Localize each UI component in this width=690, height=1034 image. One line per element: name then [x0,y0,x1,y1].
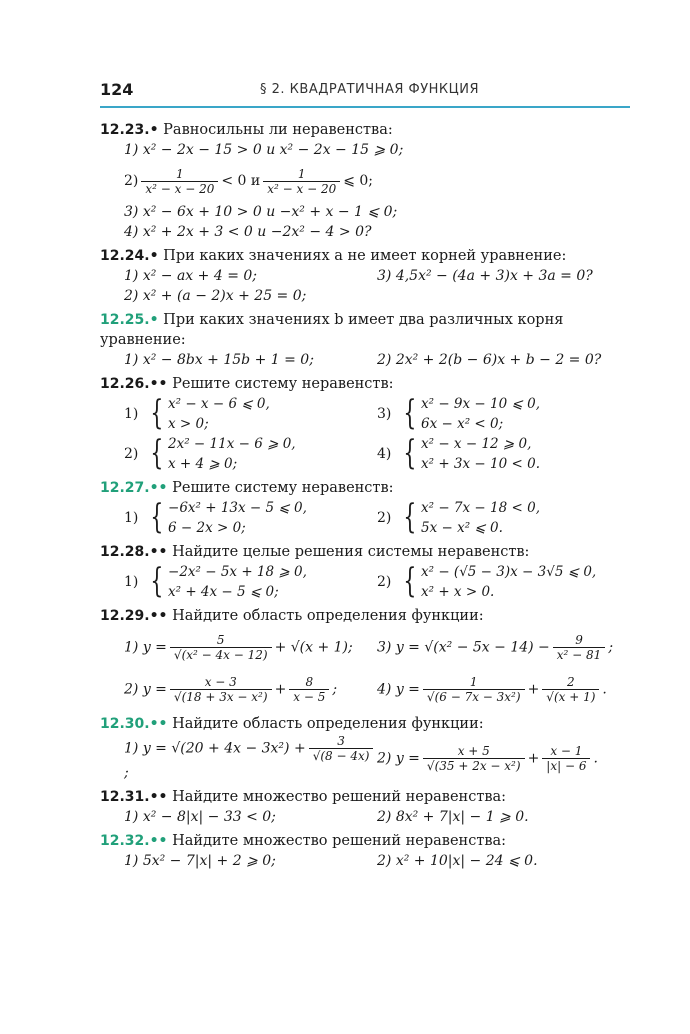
system: { −2x² − 5x + 18 ⩾ 0, x² + 4x − 5 ⩽ 0; [150,561,307,601]
page-header [100,80,630,108]
problem-text: Найдите область определения функции: [172,716,484,732]
problem-number: 12.30.•• [100,716,168,732]
problem-number: 12.28.•• [100,544,168,560]
problem-number: 12.32.•• [100,833,168,849]
system: { −6x² + 13x − 5 ⩽ 0, 6 − 2x > 0; [150,497,307,537]
problem-number: 12.24.• [100,248,159,264]
item: 3) 4,5x² − (4a + 3)x + 3a = 0? [377,268,593,284]
problem-12-23 [100,120,630,242]
item: 4) x² + 2x + 3 < 0 и −2x² − 4 > 0? [124,224,372,240]
problem-text: Равносильны ли неравенства: [163,122,393,138]
problem-text: Решите систему неравенств: [172,480,394,496]
fraction: $\frac{1}{\text{x² − x − 20}}$ [263,167,340,196]
problem-text: При каких значениях b имеет два различных корня уравнение: [100,312,564,348]
problem-number: 12.27.•• [100,480,168,496]
problem-text: Найдите множество решений неравенства: [172,789,507,805]
problem-number: 12.23.• [100,122,159,138]
section-title: § 2. КВАДРАТИЧНАЯ ФУНКЦИЯ [260,82,479,97]
problem-12-28: 12.28.•• Найдите целые решения системы неравенств: 1) { −2x² − 5x + 18 ⩾ 0, x² + 4x − 5 ⩽ 0; 2) { x² − (√5 − 3)x − 3√5 ⩽ 0, x² + x > 0. [100,544,597,601]
item: 1) x² − 2x − 15 > 0 и x² − 2x − 15 ⩾ 0; [124,142,404,158]
problem-12-26: 12.26.•• Решите систему неравенств: 1) { x² − x − 6 ⩽ 0, x > 0; 3) { x² − 9x − 10 ⩽ 0, 6x − x² < 0; 2) { 2x² − 11x − 6 ⩾ 0, x + 4 ⩾ 0; 4) { x² − x − 12 ⩾ 0, x² + 3x − 10 < 0. [100,376,540,473]
item: 2) x² + (a − 2)x + 25 = 0; [124,288,307,304]
system: { 2x² − 11x − 6 ⩾ 0, x + 4 ⩾ 0; [150,433,296,473]
item: 3) x² − 6x + 10 > 0 и −x² + x − 1 ⩽ 0; [124,204,398,220]
page-number: 124 [100,80,134,99]
problem-12-31 [100,787,630,827]
item: 1) x² − ax + 4 = 0; [124,268,257,284]
problem-number: 12.26.•• [100,376,168,392]
problem-text: Найдите область определения функции: [172,608,484,624]
system: { x² − 9x − 10 ⩽ 0, 6x − x² < 0; [403,393,540,433]
problem-12-29: 12.29.•• Найдите область определения функции: 1) y = $\frac{5}{\text{√(x² − 4x − 12)}}$ + √(x + 1); 3) y = √(x² − 5x − 14) − $\frac{9}{\text{x² − 81}}$ ; 2) y = $\frac{x - 3}{\text{√(18 + 3x − x²)}}$ + $\frac{8}{x - 5}$ ; 4) y = $\frac{1}{\text{√(6 − 7x − 3x²)}}$ + $\frac{2}{√(x + 1)}$ . [100,608,614,704]
system: { x² − x − 6 ⩽ 0, x > 0; [150,393,270,433]
item: 2) 2x² + 2(b − 6)x + b − 2 = 0? [377,352,602,368]
item: 2) x² + 10|x| − 24 ⩽ 0. [377,853,538,869]
item: 1) x² − 8|x| − 33 < 0; [124,809,276,825]
problem-12-25 [100,310,630,370]
problem-12-27: 12.27.•• Решите систему неравенств: 1) { −6x² + 13x − 5 ⩽ 0, 6 − 2x > 0; 2) { x² − 7x − 18 < 0, 5x − x² ⩽ 0. [100,480,540,537]
system: { x² − 7x − 18 < 0, 5x − x² ⩽ 0. [403,497,540,537]
system: { x² − x − 12 ⩾ 0, x² + 3x − 10 < 0. [403,433,540,473]
problem-number: 12.29.•• [100,608,168,624]
problem-12-32 [100,831,630,871]
problem-number: 12.25.• [100,312,159,328]
fraction: $\frac{1}{\text{x² − x − 20}}$ [141,167,218,196]
problem-number: 12.31.•• [100,789,168,805]
problem-text: При каких значениях a не имеет корней уравнение: [163,248,567,264]
problem-12-24 [100,246,630,306]
problem-text: Найдите целые решения системы неравенств: [172,544,530,560]
problems-list [100,120,630,875]
item: 1) 5x² − 7|x| + 2 ⩾ 0; [124,853,276,869]
item: 2) $\frac{1}{\text{x² − x − 20}}$ < 0 и $\frac{1}{\text{x² − x − 20}}$ ⩽ 0; [124,166,374,196]
item: 2) 8x² + 7|x| − 1 ⩾ 0. [377,809,529,825]
problem-text: Найдите множество решений неравенства: [172,833,507,849]
system: { x² − (√5 − 3)x − 3√5 ⩽ 0, x² + x > 0. [403,561,597,601]
problem-text: Решите систему неравенств: [172,376,394,392]
problem-12-30: 12.30.•• Найдите область определения функции: 1) y = √(20 + 4x − 3x²) + $\frac{3}{√(8 - 4x)}$ ; 2) y = $\frac{x + 5}{\text{√(35 + 2x − x²)}}$ + $\frac{x - 1}{|x| - 6}$ . [100,716,598,781]
item: 1) x² − 8bx + 15b + 1 = 0; [124,352,314,368]
